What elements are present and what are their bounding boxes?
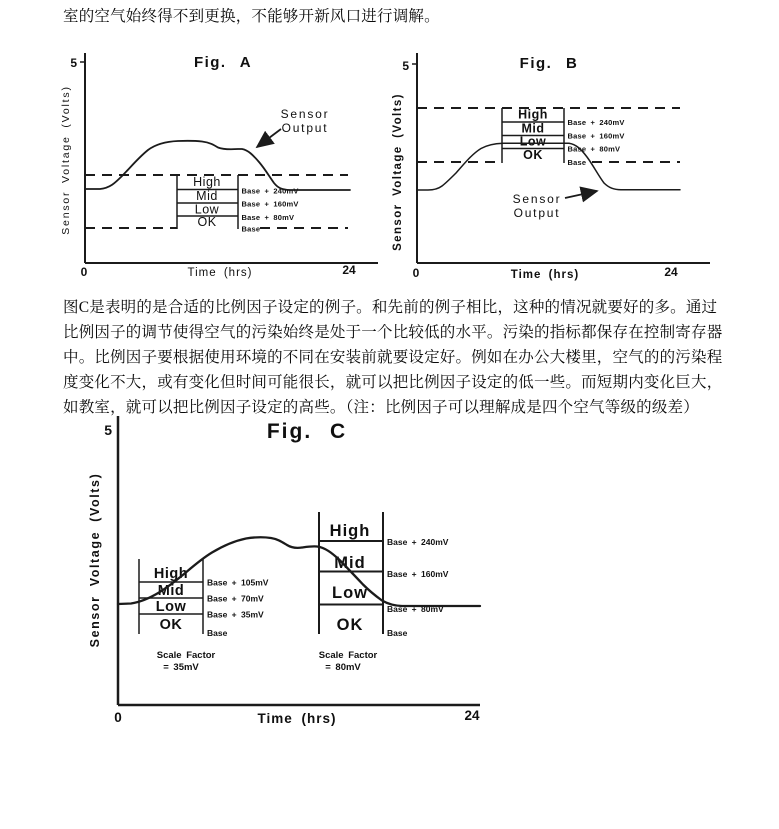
fig-b-title: Fig. B: [519, 55, 579, 72]
fig-b-callout-line2: Output: [513, 206, 561, 220]
fig-c-x-axis-label: Time (hrs): [257, 711, 337, 726]
fig-a-callout-line2: Output: [281, 121, 329, 135]
figure-b: [390, 45, 725, 287]
fig-c-small-scale-factor-line2: = 35mV: [163, 662, 199, 673]
fig-c-large-level-high: High: [329, 522, 371, 540]
fig-b-level-high: High: [518, 107, 548, 122]
fig-c-title: Fig. C: [266, 420, 348, 443]
fig-a-threshold-160: Base + 160mV: [241, 199, 299, 209]
fig-c-large-level-ok: OK: [336, 616, 364, 634]
fig-b-y-max-tick: 5: [402, 59, 409, 73]
fig-b-x-axis-label: Time (hrs): [510, 269, 580, 281]
fig-c-small-threshold-base: Base: [207, 628, 228, 638]
figure-a: [60, 45, 392, 287]
fig-b-callout-line1: Sensor: [512, 192, 562, 206]
fig-c-small-level-ok: OK: [159, 617, 183, 633]
fig-b-level-ok: OK: [523, 148, 543, 162]
body-paragraph-line: 度变化不大，或有变化但时间可能很长，就可以把比例因子设定的低一些。而短期内变化巨大，: [63, 374, 723, 391]
fig-b-threshold-base: Base: [567, 158, 587, 167]
fig-a-callout-arrow: [257, 129, 281, 147]
fig-c-large-scale-factor-line2: = 80mV: [325, 662, 361, 673]
fig-c-small-threshold-70: Base + 70mV: [207, 593, 264, 604]
fig-a-x-max-tick: 24: [342, 263, 356, 277]
fig-a-threshold-base: Base: [241, 224, 261, 234]
body-paragraph-line: 如教室，就可以把比例因子设定的高些。（注：比例因子可以理解成是四个空气等级的级差）: [63, 399, 699, 416]
body-paragraph-line: 比例因子的调节使得空气的污染始终是处于一个比较低的水平。污染的指标都保存在控制寄存器: [63, 324, 723, 341]
fig-b-level-low: Low: [519, 134, 547, 149]
body-paragraph-line: 中。比例因子要根据使用环境的不同在安装前就要设定好。例如在办公大楼里，空气的的污染程: [63, 349, 723, 366]
fig-c-y-axis-label: Sensor Voltage (Volts): [88, 472, 102, 648]
fig-c-small-threshold-105: Base + 105mV: [207, 577, 269, 588]
fig-c-small-level-mid: Mid: [157, 583, 185, 599]
figure-c: [85, 408, 507, 738]
fig-a-level-low: Low: [194, 202, 220, 217]
fig-c-x-min-tick: 0: [114, 710, 122, 725]
fig-c-y-max-tick: 5: [104, 422, 112, 438]
fig-b-sensor-output-curve: [417, 143, 680, 190]
fig-b-callout-arrow: [565, 191, 597, 198]
fig-c-large-threshold-80: Base + 80mV: [387, 604, 444, 614]
fig-c-small-scale-factor-line1: Scale Factor: [156, 650, 216, 661]
fig-c-large-level-low: Low: [332, 584, 368, 602]
fig-c-small-level-high: High: [153, 566, 189, 582]
fig-a-callout-line1: Sensor: [280, 107, 330, 121]
fig-a-threshold-80: Base + 80mV: [241, 213, 295, 222]
fig-a-level-ok: OK: [197, 215, 217, 229]
fig-a-level-high: High: [193, 175, 221, 189]
fig-a-y-max-tick: 5: [70, 56, 77, 70]
fig-a-x-axis-label: Time (hrs): [187, 267, 253, 279]
fig-c-large-scale-factor-line1: Scale Factor: [318, 650, 378, 661]
fig-c-large-threshold-base: Base: [387, 628, 408, 638]
fig-b-x-min-tick: 0: [412, 266, 420, 280]
fig-b-x-max-tick: 24: [664, 265, 678, 279]
fig-c-large-threshold-160: Base + 160mV: [387, 569, 449, 579]
fig-a-threshold-240: Base + 240mV: [241, 186, 299, 196]
intro-line: 室的空气始终得不到更换，不能够开新风口进行调解。: [63, 8, 440, 25]
fig-b-y-axis-label: Sensor Voltage (Volts): [392, 93, 404, 251]
body-paragraph-line: 图C是表明的是合适的比例因子设定的例子。和先前的例子相比，这种的情况就要好的多。通过: [63, 299, 718, 316]
fig-b-threshold-80: Base + 80mV: [567, 144, 621, 154]
fig-b-threshold-240: Base + 240mV: [567, 118, 625, 127]
intro-paragraph: [63, 4, 723, 29]
fig-c-large-threshold-240: Base + 240mV: [387, 537, 449, 547]
fig-b-level-mid: Mid: [521, 121, 545, 136]
fig-a-title: Fig. A: [193, 54, 253, 71]
fig-c-small-threshold-35: Base + 35mV: [207, 609, 264, 620]
fig-c-x-max-tick: 24: [464, 708, 480, 723]
body-paragraph: [63, 295, 723, 420]
fig-b-threshold-160: Base + 160mV: [567, 131, 625, 141]
fig-a-y-axis-label: Sensor Voltage (Volts): [60, 85, 72, 235]
fig-c-small-level-low: Low: [155, 599, 187, 615]
fig-c-large-level-mid: Mid: [334, 554, 366, 572]
fig-a-level-mid: Mid: [196, 189, 218, 203]
fig-a-x-min-tick: 0: [80, 265, 88, 279]
